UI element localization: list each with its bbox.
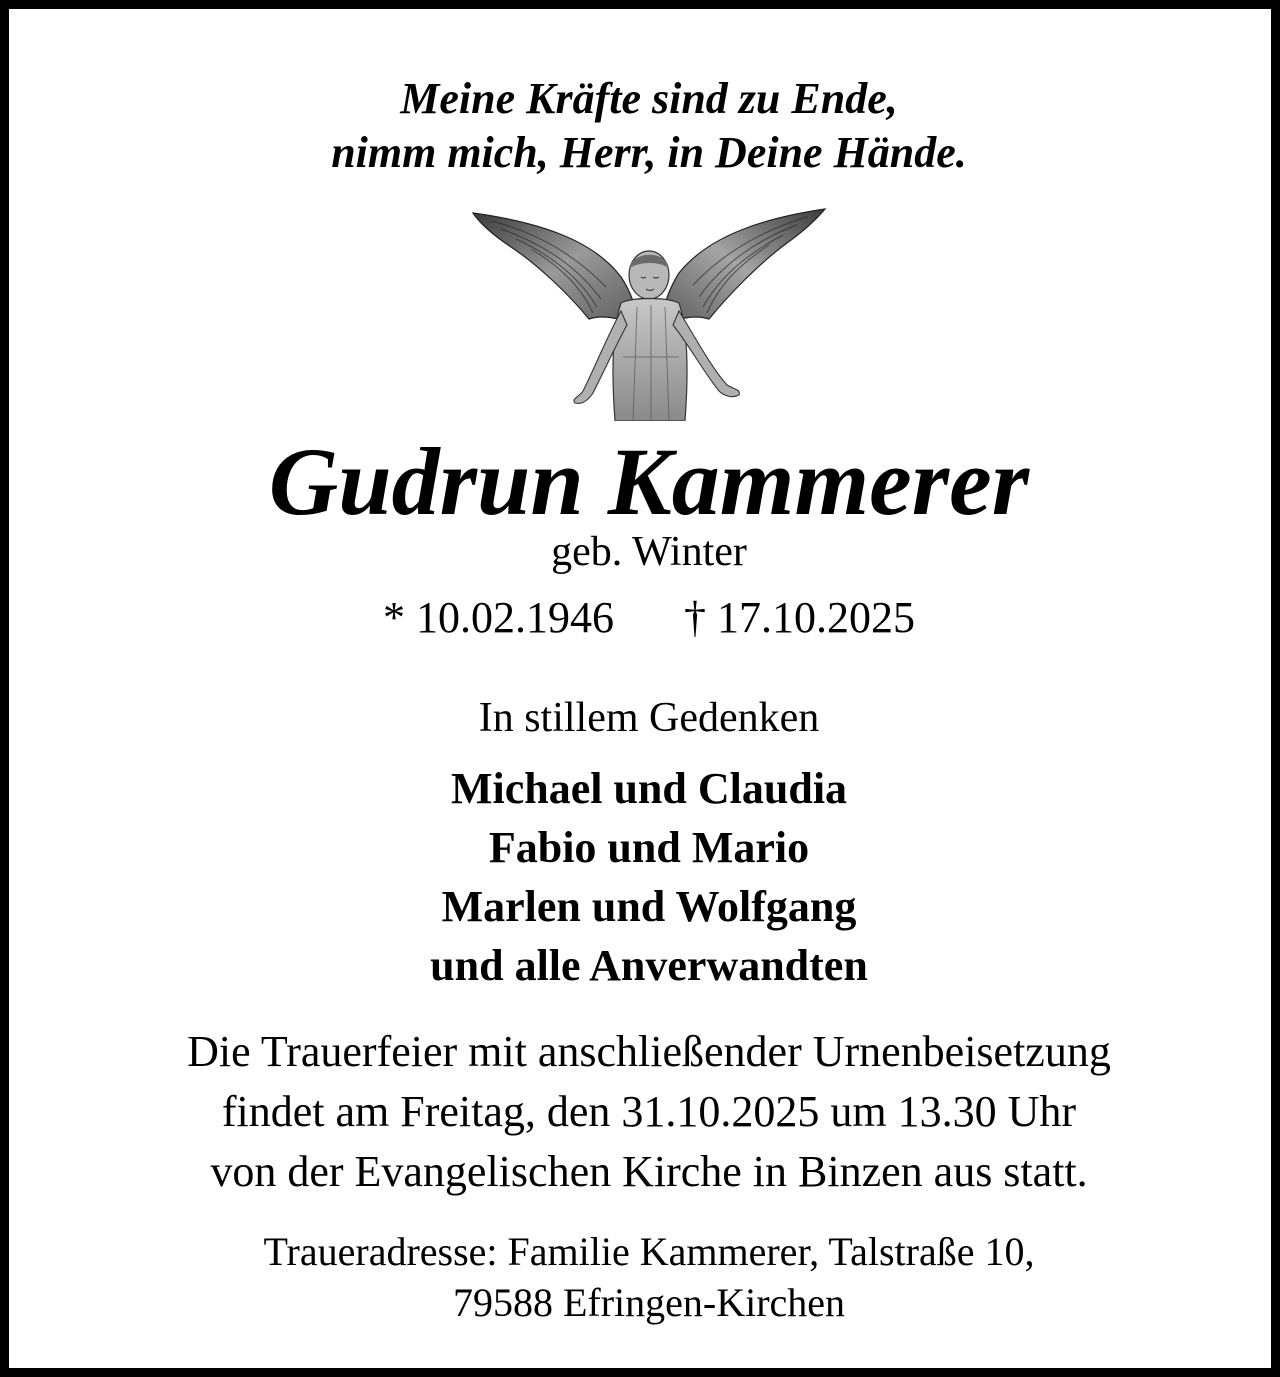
mourner-line: Marlen und Wolfgang — [441, 882, 857, 931]
right-wing — [661, 209, 825, 327]
memory-line: In stillem Gedenken — [478, 695, 820, 741]
motto-line-2: nimm mich, Herr, in Deine Hände. — [331, 128, 967, 177]
service-line-2: findet am Freitag, den 31.10.2025 um 13.30 Uhr — [221, 1087, 1077, 1136]
left-wing — [473, 213, 639, 327]
angel-icon — [471, 207, 827, 421]
mourner-line: und alle Anverwandten — [430, 941, 868, 990]
life-dates — [9, 592, 1280, 644]
mourner-line: Fabio und Mario — [488, 823, 810, 872]
address-line-2: 79588 Efringen-Kirchen — [452, 1280, 846, 1325]
motto-line-1: Meine Kräfte sind zu Ende, — [400, 74, 898, 123]
birth-date: * 10.02.1946 — [383, 593, 614, 642]
maiden-name: geb. Winter — [551, 529, 747, 575]
mourner-line: Michael und Claudia — [450, 764, 848, 813]
death-date: † 17.10.2025 — [684, 593, 915, 642]
deceased-name: Gudrun Kammerer — [268, 428, 1030, 535]
address-line-1: Traueradresse: Familie Kammerer, Talstraße 10, — [263, 1229, 1035, 1274]
service-line-1: Die Trauerfeier mit anschließender Urnenbeisetzung — [187, 1027, 1111, 1076]
service-line-3: von der Evangelischen Kirche in Binzen aus statt. — [210, 1147, 1088, 1196]
